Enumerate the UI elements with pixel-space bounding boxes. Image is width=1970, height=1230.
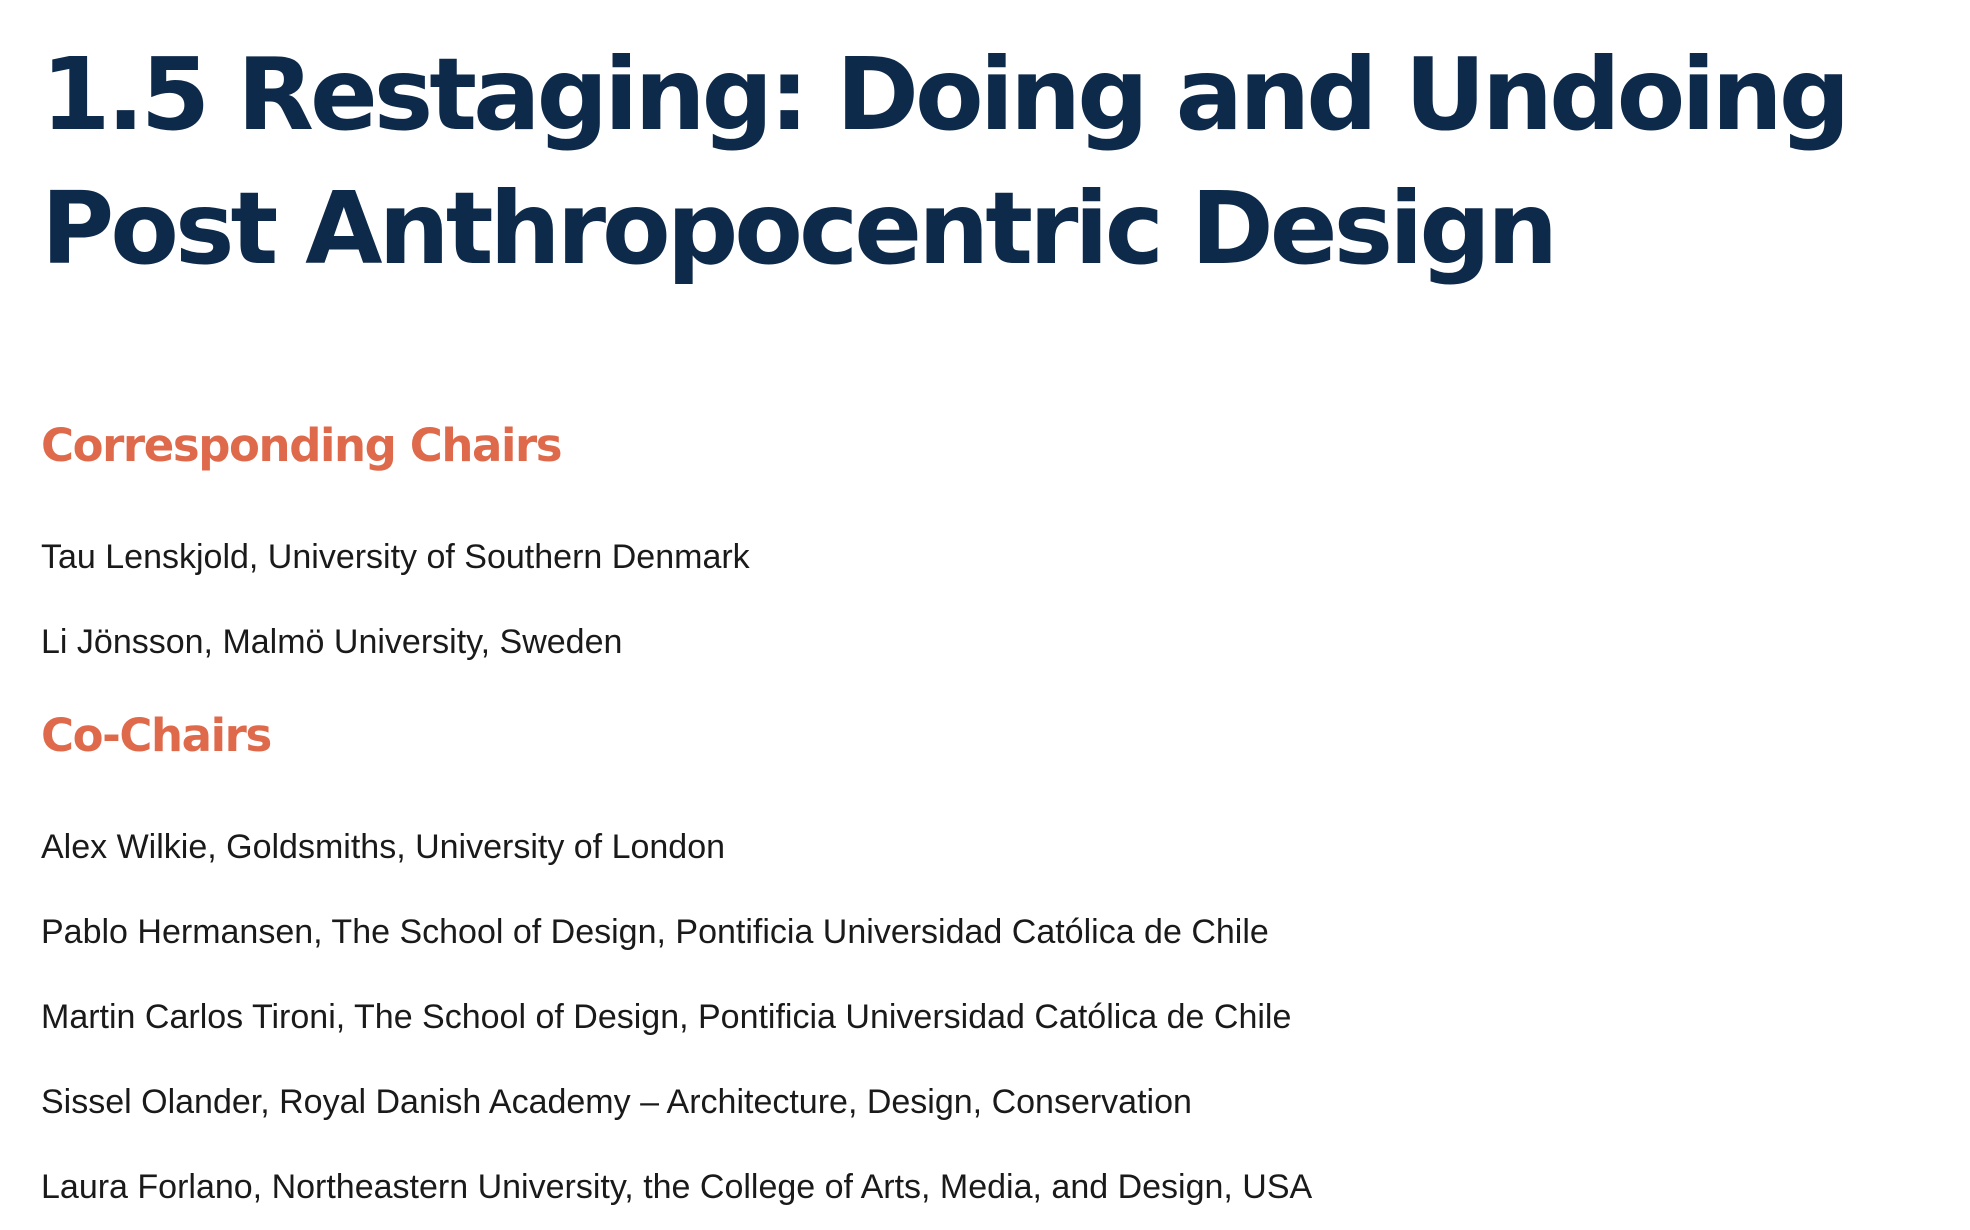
list-item: Pablo Hermansen, The School of Design, Pontificia Universidad Católica de Chile [41, 913, 1269, 951]
list-item: Tau Lenskjold, University of Southern Denmark [41, 538, 750, 576]
list-item: Alex Wilkie, Goldsmiths, University of London [41, 828, 726, 866]
list-item: Laura Forlano, Northeastern University, the College of Arts, Media, and Design, USA [41, 1168, 1313, 1206]
corresponding-chairs-heading: Corresponding Chairs [41, 419, 562, 472]
co-chairs-heading: Co-Chairs [41, 709, 271, 762]
list-item: Martin Carlos Tironi, The School of Design, Pontificia Universidad Católica de Chile [41, 998, 1292, 1036]
page-title: 1.5 Restaging: Doing and Undoing Post Anthropocentric Design [41, 36, 1847, 287]
corresponding-chairs-list [41, 515, 750, 685]
co-chairs-list [41, 805, 1312, 1230]
list-item: Li Jönsson, Malmö University, Sweden [41, 623, 623, 661]
list-item: Sissel Olander, Royal Danish Academy – Architecture, Design, Conservation [41, 1083, 1192, 1121]
